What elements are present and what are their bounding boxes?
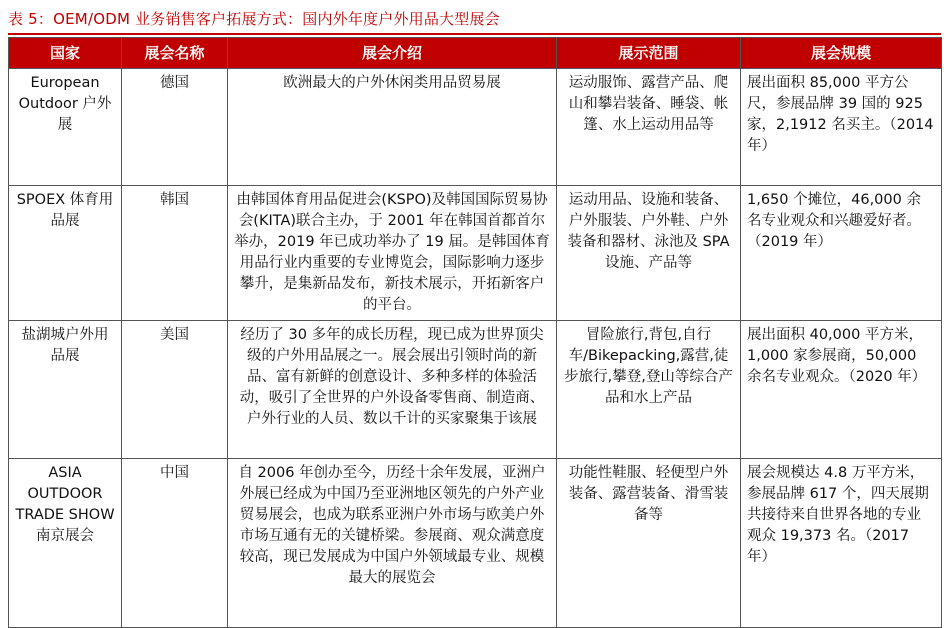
table-header-row (9, 38, 942, 69)
header-country: 国家 (9, 38, 122, 69)
cell-scale: 展出面积 85,000 平方公尺，参展品牌 39 国的 925 家，2,1912 名买主。（2014 年） (741, 69, 942, 186)
table-row (9, 321, 942, 459)
cell-expo-name: 中国 (122, 459, 228, 628)
cell-country: ASIA OUTDOOR TRADE SHOW 南京展会 (9, 459, 122, 628)
cell-intro: 欧洲最大的户外休闲类用品贸易展 (228, 69, 557, 186)
cell-scope: 功能性鞋服、轻便型户外装备、露营装备、滑雪装备等 (557, 459, 741, 628)
header-scope: 展示范围 (557, 38, 741, 69)
table-row (9, 186, 942, 321)
cell-scale: 展出面积 40,000 平方米，1,000 家参展商，50,000 余名专业观众。（2020 年） (741, 321, 942, 459)
header-scale: 展会规模 (741, 38, 942, 69)
cell-scale: 展会规模达 4.8 万平方米，参展品牌 617 个，四天展期共接待来自世界各地的专业观众 19,373 名。（2017 年） (741, 459, 942, 628)
cell-expo-name: 德国 (122, 69, 228, 186)
expo-table (8, 37, 942, 628)
cell-country: SPOEX 体育用品展 (9, 186, 122, 321)
table-caption: 表 5：OEM/ODM 业务销售客户拓展方式：国内外年度户外用品大型展会 (8, 10, 500, 28)
cell-intro: 由韩国体育用品促进会(KSPO)及韩国国际贸易协会(KITA)联合主办，于 2001 年在韩国首都首尔举办，2019 年已成功举办了 19 届。是韩国体育用品行业内重要的专业博览会，国际影响力逐步攀升，是集新品发布，新技术展示，开拓新客户的平台。 (228, 186, 557, 321)
cell-intro: 经历了 30 多年的成长历程，现已成为世界顶尖级的户外用品展之一。展会展出引领时尚的新品、富有新鲜的创意设计、多种多样的体验活动，吸引了全世界的户外设备零售商、制造商、户外行业的人员、数以千计的买家聚集于该展 (228, 321, 557, 459)
cell-expo-name: 韩国 (122, 186, 228, 321)
cell-intro: 自 2006 年创办至今，历经十余年发展，亚洲户外展已经成为中国乃至亚洲地区领先的户外产业贸易展会，也成为联系亚洲户外市场与欧美户外市场互通有无的关键桥梁。参展商、观众满意度较高，现已发展成为中国户外领域最专业、规模最大的展览会 (228, 459, 557, 628)
header-expo-name: 展会名称 (122, 38, 228, 69)
table-row (9, 459, 942, 628)
caption-divider (8, 33, 941, 35)
table-row (9, 69, 942, 186)
header-intro: 展会介绍 (228, 38, 557, 69)
cell-country: 盐湖城户外用品展 (9, 321, 122, 459)
cell-scope: 冒险旅行,背包,自行车/Bikepacking,露营,徒步旅行,攀登,登山等综合产品和水上产品 (557, 321, 741, 459)
cell-expo-name: 美国 (122, 321, 228, 459)
cell-country: European Outdoor 户外展 (9, 69, 122, 186)
cell-scale: 1,650 个摊位，46,000 余名专业观众和兴趣爱好者。（2019 年） (741, 186, 942, 321)
cell-scope: 运动用品、设施和装备、户外服装、户外鞋、户外装备和器材、泳池及 SPA 设施、产品等 (557, 186, 741, 321)
cell-scope: 运动服饰、露营产品、爬山和攀岩装备、睡袋、帐篷、水上运动用品等 (557, 69, 741, 186)
